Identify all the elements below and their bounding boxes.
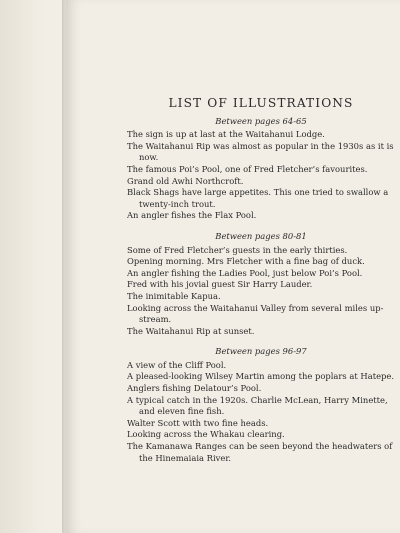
caption-item: The Kamanawa Ranges can be seen beyond the headwaters of the Hinemaiaia River. bbox=[127, 441, 393, 463]
caption-item: A typical catch in the 1920s. Charlie McLean, Harry Minette, and eleven fine fish. bbox=[127, 394, 388, 417]
caption-item: The Waitahanui Rip at sunset. bbox=[127, 325, 255, 336]
caption-item: Some of Fred Fletcher’s guests in the early thirties. bbox=[127, 244, 348, 255]
caption-item: Fred with his jovial guest Sir Harry Lauder. bbox=[127, 279, 313, 290]
caption-list bbox=[127, 360, 395, 464]
caption-item: A view of the Cliff Pool. bbox=[127, 359, 227, 370]
caption-item: Looking across the Waitahanui Valley from several miles up-stream. bbox=[127, 302, 384, 325]
section-title: Between pages 64-65 bbox=[215, 115, 307, 126]
caption-item: Black Shags have large appetites. This one tried to swallow a twenty-inch trout. bbox=[127, 187, 389, 209]
caption-item: Opening morning. Mrs Fletcher with a fine bag of duck. bbox=[127, 256, 365, 267]
section-80-81 bbox=[127, 231, 395, 337]
caption-item: Grand old Awhi Northcroft. bbox=[127, 175, 244, 186]
caption-item: An angler fishes the Flax Pool. bbox=[127, 210, 257, 221]
caption-item: A pleased-looking Wilsey Martin among the poplars at Hatepe. bbox=[127, 371, 395, 382]
caption-item: Looking across the Whakau clearing. bbox=[127, 429, 285, 440]
section-title: Between pages 80-81 bbox=[215, 230, 307, 241]
section-96-97 bbox=[127, 346, 395, 464]
caption-item: An angler fishing the Ladies Pool, just below Poi’s Pool. bbox=[127, 267, 363, 278]
caption-item: The Waitahanui Rip was almost as popular in the 1930s as it is now. bbox=[127, 140, 394, 163]
caption-list bbox=[127, 129, 395, 222]
caption-list bbox=[127, 245, 395, 338]
caption-item: The sign is up at last at the Waitahanui Lodge. bbox=[127, 129, 325, 140]
page-heading: LIST OF ILLUSTRATIONS bbox=[168, 96, 354, 110]
caption-item: Walter Scott with two fine heads. bbox=[127, 417, 269, 428]
illustrations-list bbox=[127, 98, 395, 464]
section-64-65 bbox=[127, 116, 395, 222]
caption-item: Anglers fishing Delatour’s Pool. bbox=[127, 383, 262, 394]
section-title: Between pages 96-97 bbox=[215, 346, 307, 357]
facing-page-margin bbox=[0, 0, 66, 533]
caption-item: The famous Poi’s Pool, one of Fred Fletcher’s favourites. bbox=[127, 163, 368, 174]
caption-item: The inimitable Kapua. bbox=[127, 290, 221, 301]
